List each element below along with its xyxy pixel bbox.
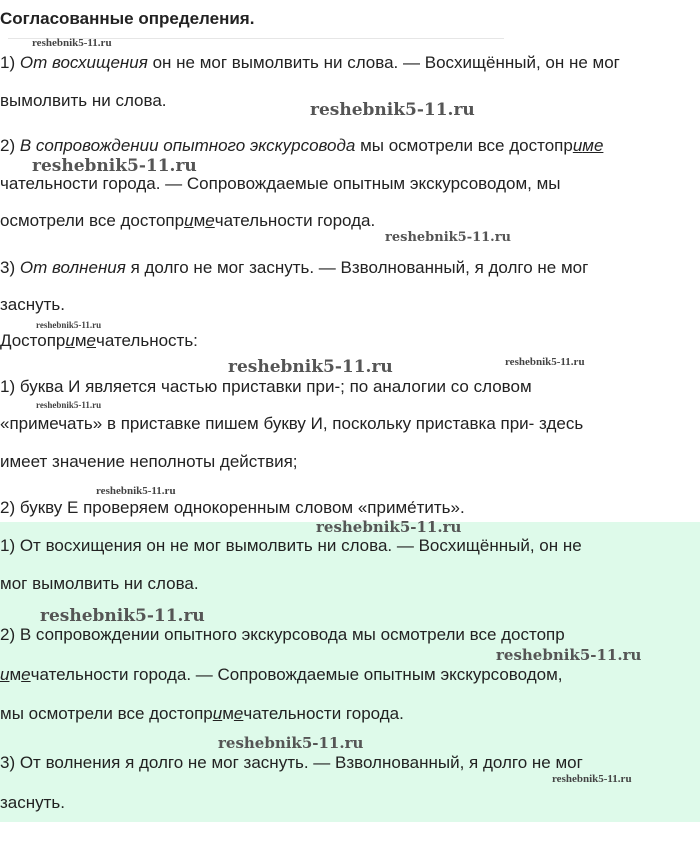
watermark: reshebnik5-11.ru	[40, 606, 205, 626]
sentence-2-line-3	[0, 210, 375, 232]
watermark: reshebnik5-11.ru	[96, 485, 176, 497]
sentence-1-number: 1)	[0, 53, 16, 72]
sentence-3-number: 3)	[0, 258, 16, 277]
answer-1-line-2: мог вымолвить ни слова.	[0, 574, 199, 593]
watermark: reshebnik5-11.ru	[36, 400, 102, 410]
sentence-1-phrase: От восхищения	[19, 53, 148, 72]
word-heading	[0, 330, 198, 352]
highlight-letter: ме	[582, 136, 604, 155]
highlight-letter: е	[205, 211, 215, 230]
text-part: мы осмотрели все достопр	[0, 704, 213, 723]
sentence-2-line-1	[0, 135, 603, 157]
answer-2-line-1: 2) В сопровождении опытного экскурсовода мы осмотрели все достопр	[0, 625, 565, 644]
answer-2-line-2	[0, 664, 563, 686]
sentence-2-line-2: чательности города. — Сопровождаемые опытным экскурсоводом, мы	[0, 174, 561, 193]
point-1-line-3: имеет значение неполноты действия;	[0, 452, 298, 471]
section-title: Согласованные определения.	[0, 9, 255, 28]
answer-3-line-2: заснуть.	[0, 793, 66, 812]
highlight-letter: и	[65, 331, 75, 350]
highlight-letter: и	[572, 136, 583, 155]
watermark: reshebnik5-11.ru	[310, 100, 475, 120]
answer-1-line-1: 1) От восхищения он не мог вымолвить ни слова. — Восхищённый, он не	[0, 536, 582, 555]
sentence-3-line-2: заснуть.	[0, 295, 66, 314]
highlight-letter: е	[233, 704, 244, 723]
text-part: чательности города. — Сопровождаемые опытным экскурсоводом,	[30, 665, 563, 684]
text-part: м	[9, 665, 22, 684]
watermark: reshebnik5-11.ru	[505, 356, 585, 368]
text-part: чательность:	[96, 331, 198, 350]
watermark: reshebnik5-11.ru	[218, 734, 364, 752]
sentence-1-rest: он не мог вымолвить ни слова. — Восхищённый, он не мог	[152, 53, 620, 72]
point-2: 2) букву Е проверяем однокоренным словом «приме́тить».	[0, 498, 465, 517]
text-part: чательности города.	[243, 704, 404, 723]
highlight-letter: е	[86, 331, 96, 350]
watermark: reshebnik5-11.ru	[32, 156, 197, 176]
highlight-letter: и	[212, 704, 223, 723]
answer-2-line-3	[0, 703, 404, 725]
sentence-2-rest: мы осмотрели все достопр	[360, 136, 573, 155]
sentence-3-line-1	[0, 257, 588, 279]
text-part: м	[222, 704, 234, 723]
text-part: чательности города.	[214, 211, 376, 230]
watermark: reshebnik5-11.ru	[32, 37, 112, 49]
watermark: reshebnik5-11.ru	[228, 357, 393, 377]
highlight-letter: и	[0, 665, 10, 684]
text-part: осмотрели все достопр	[0, 211, 185, 230]
sentence-3-rest: я долго не мог заснуть. — Взволнованный, я долго не мог	[130, 258, 589, 277]
sentence-3-phrase: От волнения	[19, 258, 126, 277]
sentence-2-number: 2)	[0, 136, 16, 155]
text-part: м	[74, 331, 87, 350]
answer-3-line-1: 3) От волнения я долго не мог заснуть. — Взволнованный, я долго не мог	[0, 753, 583, 772]
watermark: reshebnik5-11.ru	[316, 518, 462, 536]
watermark: reshebnik5-11.ru	[36, 320, 102, 330]
highlight-letter: е	[21, 665, 31, 684]
watermark: reshebnik5-11.ru	[496, 646, 642, 664]
text-part: м	[193, 211, 206, 230]
point-1-line-2: «примечать» в приставке пишем букву И, поскольку приставка при- здесь	[0, 414, 584, 433]
point-1-line-1: 1) буква И является частью приставки при-; по аналогии со словом	[0, 377, 532, 396]
sentence-1-line-1	[0, 52, 620, 74]
watermark: reshebnik5-11.ru	[552, 773, 632, 785]
highlight-letter: и	[184, 211, 194, 230]
watermark: reshebnik5-11.ru	[385, 230, 512, 245]
text-part: Достопр	[0, 331, 66, 350]
sentence-2-phrase: В сопровождении опытного экскурсовода	[19, 136, 356, 155]
sentence-1-line-2: вымолвить ни слова.	[0, 91, 167, 110]
